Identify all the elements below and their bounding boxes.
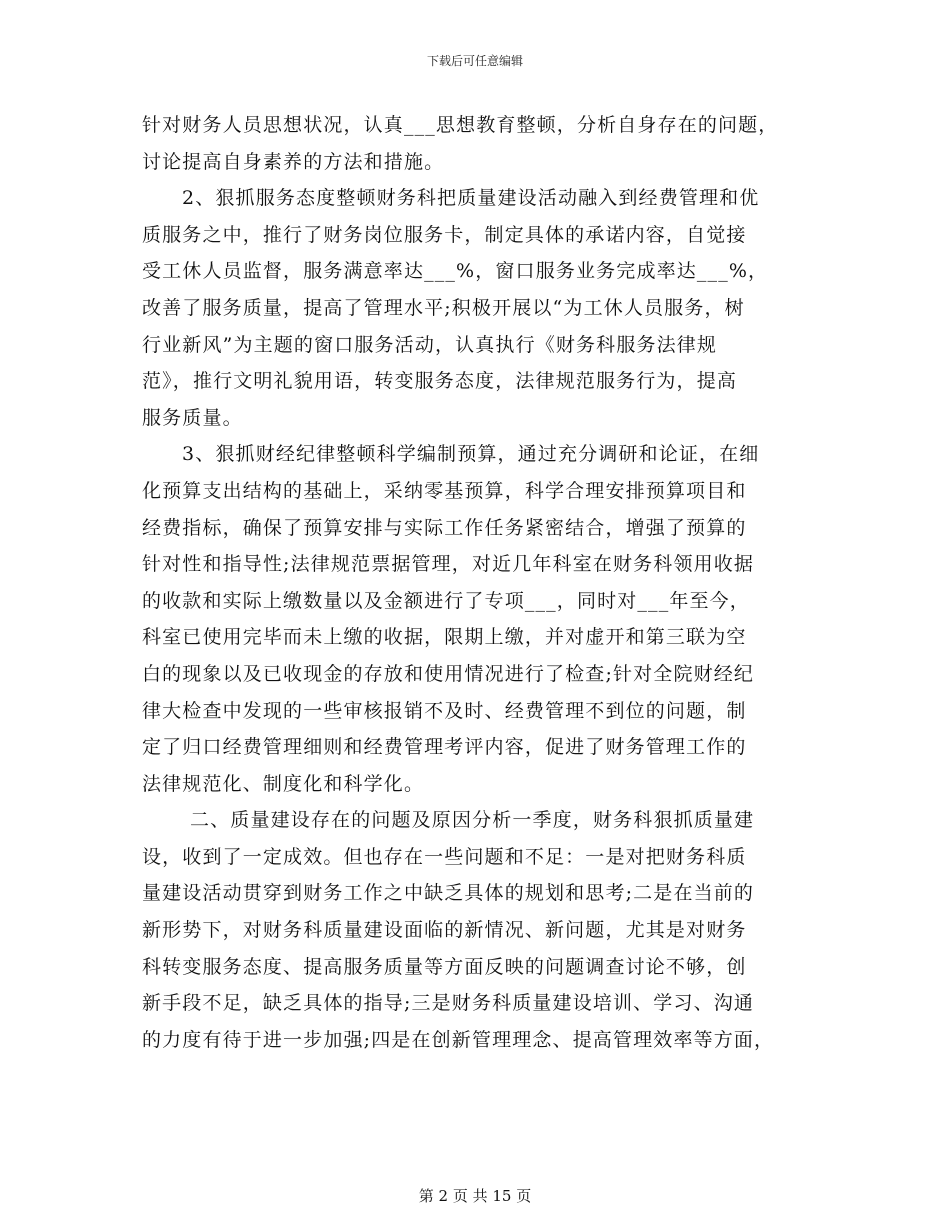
- text-line: 律大检查中发现的一些审核报销不及时、经费管理不到位的问题，制: [142, 699, 747, 722]
- text-line: 量建设活动贯穿到财务工作之中缺乏具体的规划和思考;二是在当前的: [142, 882, 755, 905]
- text-line: 的力度有待于进一步加强;四是在创新管理理念、提高管理效率等方面，: [142, 1028, 775, 1051]
- text-line: 改善了服务质量，提高了管理水平;积极开展以“为工休人员服务，树: [142, 296, 745, 319]
- text-line: 行业新风”为主题的窗口服务活动，认真执行《财务科服务法律规: [142, 333, 718, 356]
- text-line: 针对财务人员思想状况，认真___思想教育整顿，分析自身存在的问题，: [142, 114, 779, 136]
- text-line: 的收款和实际上缴数量以及金额进行了专项___，同时对___年至今，: [142, 589, 750, 612]
- text-line: 新手段不足，缺乏具体的指导;三是财务科质量建设培训、学习、沟通: [142, 992, 755, 1015]
- text-line: 设，收到了一定成效。但也存在一些问题和不足：一是对把财务科质: [142, 845, 747, 868]
- paragraph-start-line: 2、狠抓服务态度整顿财务科把质量建设活动融入到经费管理和优: [182, 187, 760, 210]
- page-number-footer: 第 2 页 共 15 页: [418, 1187, 532, 1205]
- text-line: 新形势下，对财务科质量建设面临的新情况、新问题，尤其是对财务: [142, 919, 747, 942]
- text-line: 质服务之中，推行了财务岗位服务卡，制定具体的承诺内容，自觉接: [142, 223, 747, 246]
- page-header-note: 下载后可任意编辑: [426, 54, 523, 68]
- paragraph-start-line: 3、狠抓财经纪律整顿科学编制预算，通过充分调研和论证，在细: [182, 443, 760, 466]
- text-line: 定了归口经费管理细则和经费管理考评内容，促进了财务管理工作的: [142, 736, 747, 759]
- text-line: 法律规范化、制度化和科学化。: [142, 772, 425, 795]
- text-line: 化预算支出结构的基础上，采纳零基预算，科学合理安排预算项目和: [142, 479, 747, 502]
- text-line: 经费指标，确保了预算安排与实际工作任务紧密结合，增强了预算的: [142, 516, 747, 539]
- document-body: [142, 107, 832, 1058]
- paragraph-start-line: 二、质量建设存在的问题及原因分析一季度，财务科狠抓质量建: [190, 809, 755, 832]
- text-line: 范》，推行文明礼貌用语，转变服务态度，法律规范服务行为，提高: [142, 370, 738, 393]
- text-line: 白的现象以及已收现金的存放和使用情况进行了检查;针对全院财经纪: [142, 662, 755, 685]
- text-line: 受工休人员监督，服务满意率达___%，窗口服务业务完成率达___%，: [142, 260, 769, 283]
- text-line: 针对性和指导性;法律规范票据管理，对近几年科室在财务科领用收据: [142, 553, 755, 576]
- text-line: 科转变服务态度、提高服务质量等方面反映的问题调查讨论不够，创: [142, 955, 747, 978]
- text-line: 科室已使用完毕而未上缴的收据，限期上缴，并对虚开和第三联为空: [142, 626, 747, 649]
- text-line: 服务质量。: [142, 406, 243, 429]
- text-line: 讨论提高自身素养的方法和措施。: [142, 150, 445, 173]
